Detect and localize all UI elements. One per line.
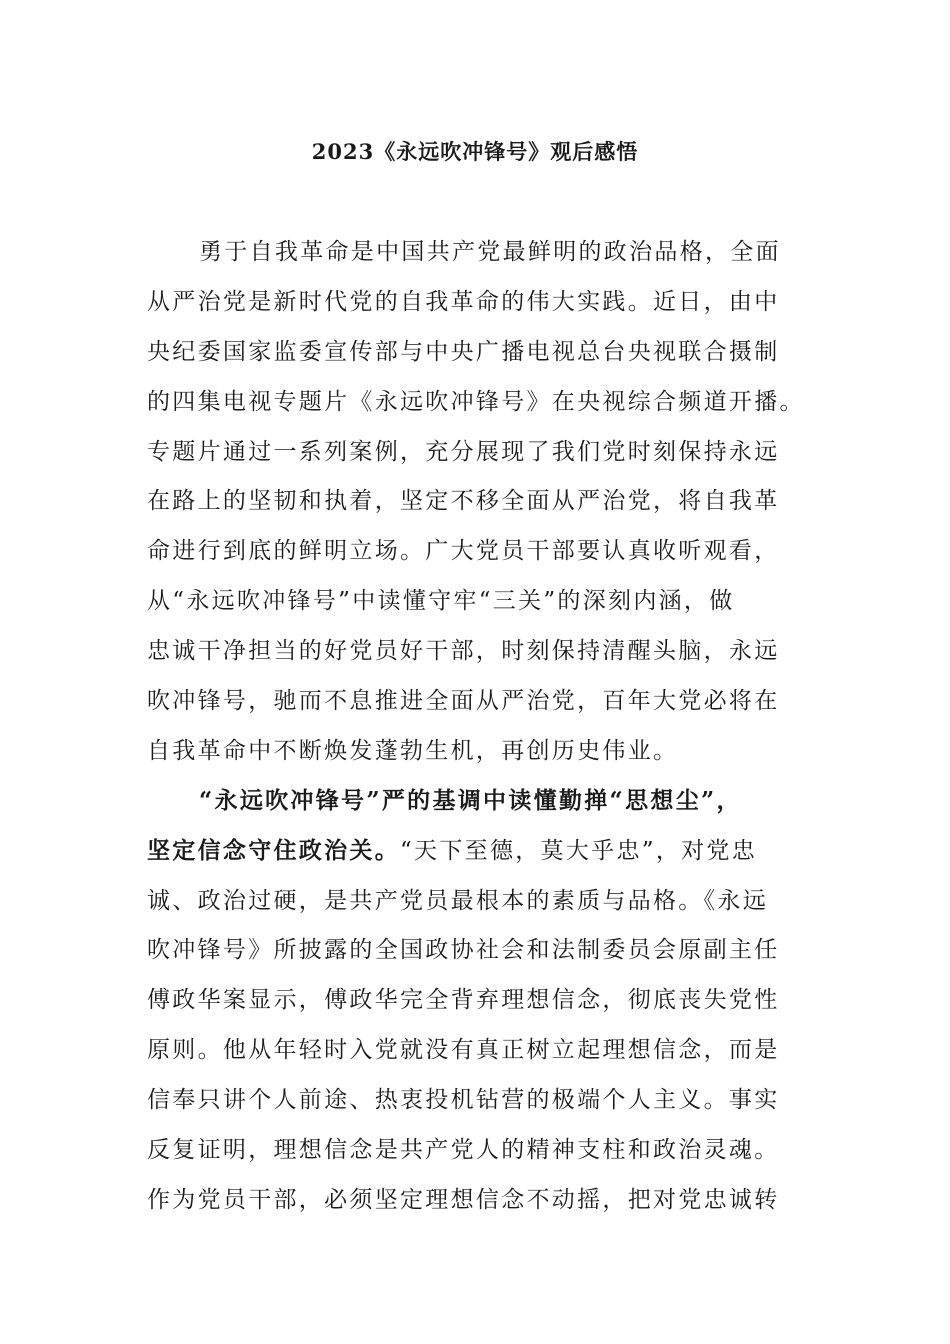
paragraph-2-line-8: 反复证明，理想信念是共产党人的精神支柱和政治灵魂。: [147, 1137, 780, 1164]
paragraph-1-line-6: 在路上的坚韧和执着，坚定不移全面从严治党，将自我革: [147, 488, 780, 515]
paragraph-2-line-2-text: “天下至德，莫大乎忠”，对党忠: [400, 837, 758, 864]
paragraph-2-line-7: 信奉只讲个人前途、热衷投机钻营的极端个人主义。事实: [147, 1087, 780, 1114]
paragraph-2-heading-line-2: 坚定信念守住政治关。: [147, 836, 400, 864]
paragraph-1-line-11: 自我革命中不断焕发蓬勃生机，再创历史伟业。: [147, 737, 679, 764]
paragraph-1-line-2: 从严治党是新时代党的自我革命的伟大实践。近日，由中: [147, 288, 780, 315]
paragraph-1-line-7: 命进行到底的鲜明立场。广大党员干部要认真收听观看，: [147, 538, 780, 565]
paragraph-2-line-5: 傅政华案显示，傅政华完全背弃理想信念，彻底丧失党性: [147, 987, 780, 1014]
paragraph-1-line-8: 从“永远吹冲锋号”中读懂守牢“三关”的深刻内涵，做: [147, 588, 735, 615]
paragraph-1-line-9: 忠诚干净担当的好党员好干部，时刻保持清醒头脑，永远: [147, 638, 780, 665]
paragraph-2-line-9: 作为党员干部，必须坚定理想信念不动摇，把对党忠诚转: [147, 1186, 780, 1213]
paragraph-2-line-2: [147, 831, 807, 881]
paragraph-2-line-6: 原则。他从年轻时入党就没有真正树立起理想信念，而是: [147, 1037, 780, 1064]
document-title: 2023《永远吹冲锋号》观后感悟: [311, 139, 639, 164]
paragraph-2-line-4: 吹冲锋号》所披露的全国政协社会和法制委员会原副主任: [147, 937, 780, 964]
paragraph-2-line-3: 诚、政治过硬，是共产党员最根本的素质与品格。《永远: [147, 887, 768, 914]
paragraph-2-heading-line-1: “永远吹冲锋号”严的基调中读懂勤掸“思想尘”，: [199, 786, 742, 814]
paragraph-1-line-4: 的四集电视专题片《永远吹冲锋号》在央视综合频道开播。: [147, 388, 805, 415]
paragraph-1-line-3: 央纪委国家监委宣传部与中央广播电视总台央视联合摄制: [147, 338, 780, 365]
paragraph-1-line-10: 吹冲锋号，驰而不息推进全面从严治党，百年大党必将在: [147, 688, 780, 715]
document-body: [147, 232, 807, 1230]
paragraph-1-line-5: 专题片通过一系列案例，充分展现了我们党时刻保持永远: [147, 438, 780, 465]
paragraph-1-line-1: 勇于自我革命是中国共产党最鲜明的政治品格，全面: [199, 239, 781, 265]
